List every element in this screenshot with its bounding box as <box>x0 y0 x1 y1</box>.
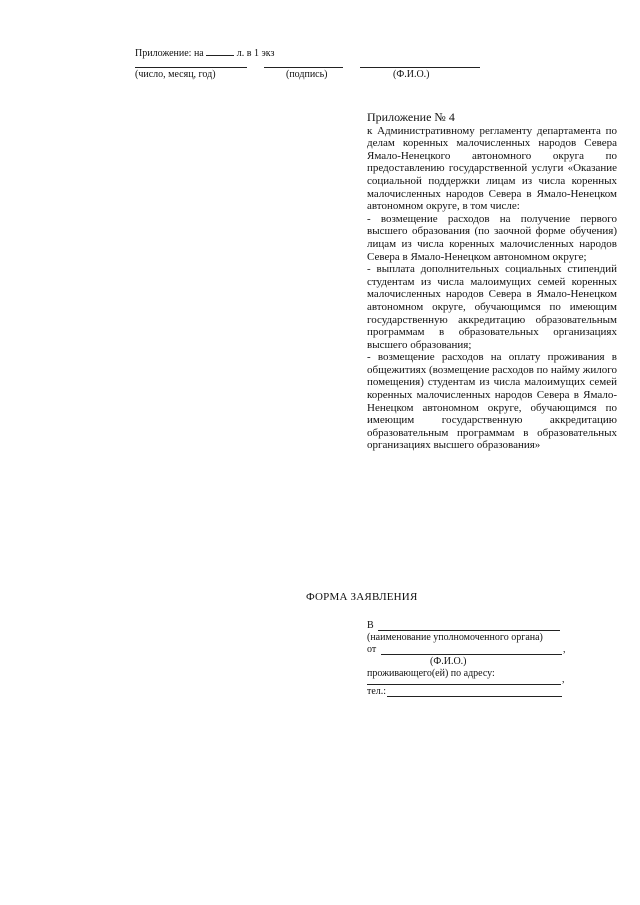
fio-field-caption: (Ф.И.О.) <box>430 656 467 667</box>
attachment-pages-blank[interactable] <box>206 46 234 56</box>
appendix-title: Приложение № 4 <box>367 110 455 124</box>
from-trailing-comma: , <box>563 644 566 655</box>
fio-caption: (Ф.И.О.) <box>393 69 430 80</box>
from-label: от <box>367 644 377 655</box>
form-title: ФОРМА ЗАЯВЛЕНИЯ <box>306 591 418 603</box>
to-caption: (наименование уполномоченного органа) <box>367 632 543 643</box>
appendix-paragraph: - выплата дополнительных социальных стипендий студентам из числа малоимущих семей коренных малочисленных народов Севера в Ямало-Ненецком автономном округе, обучающимся по имеющим государственную аккредитацию образовательным программам в образовательных организациях высшего образования; <box>367 263 617 351</box>
appendix-block <box>367 111 617 452</box>
address-trailing-comma: , <box>562 674 565 685</box>
date-caption: (число, месяц, год) <box>135 69 216 80</box>
date-signature-line[interactable] <box>135 67 247 68</box>
appendix-paragraph: - возмещение расходов на получение первого высшего образования (по заочной форме обучения) лицам из числа коренных малочисленных народов Севера в Ямало-Ненецком автономном округе; <box>367 212 617 263</box>
address-label: проживающего(ей) по адресу: <box>367 668 495 679</box>
to-label: В <box>367 620 374 631</box>
signature-caption: (подпись) <box>286 69 328 80</box>
phone-field[interactable] <box>387 696 562 697</box>
phone-label: тел.: <box>367 686 387 697</box>
address-field[interactable] <box>367 684 561 685</box>
fio-signature-line[interactable] <box>360 67 480 68</box>
attachment-prefix: Приложение: на <box>135 48 204 59</box>
appendix-paragraph: к Административному регламенту департамента по делам коренных малочисленных народов Севера Ямало-Ненецкого автономного округа по предоставлению государственной услуги «Оказание социальной поддержки лицам из числа коренных малочисленных народов Севера в Ямало-Ненецком автономном округе, в том числе: <box>367 124 617 213</box>
from-field[interactable] <box>381 654 562 655</box>
signature-line[interactable] <box>264 67 343 68</box>
appendix-paragraph: - возмещение расходов на оплату проживания в общежитиях (возмещение расходов по найму жилого помещения) студентам из числа малоимущих семей коренных малочисленных народов Севера в Ямало-Ненецком автономном округе, обучающимся по имеющим государственную аккредитацию образовательным программам в образовательных организациях высшего образования» <box>367 351 617 452</box>
attachment-line <box>135 46 274 60</box>
attachment-suffix: л. в 1 экз <box>236 48 275 59</box>
to-field[interactable] <box>378 630 560 631</box>
